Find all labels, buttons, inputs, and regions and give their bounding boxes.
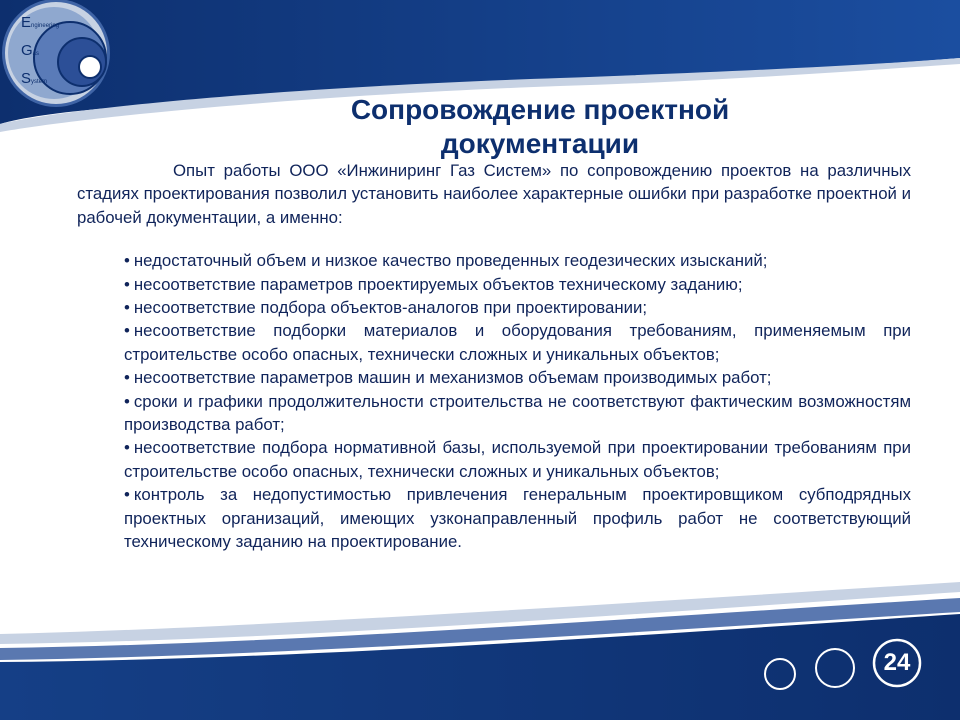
list-item	[124, 296, 911, 319]
bullet: •	[124, 251, 130, 271]
logo-word-system: ystem	[31, 79, 48, 85]
logo-word-engineering: ngineering	[31, 23, 60, 29]
list-item-text: контроль за недопустимостью привлечения генеральным проектировщиком субподрядных проектных организаций, имеющих узконаправленный профиль работ не соответствующий техническому заданию на проектирование.	[124, 485, 911, 552]
bullet: •	[124, 321, 130, 341]
logo-letter-e: E	[21, 14, 32, 31]
list-item	[124, 319, 911, 366]
logo-wordmark	[0, 0, 120, 110]
list-item-text: недостаточный объем и низкое качество проведенных геодезических изысканий;	[133, 251, 768, 271]
bullet: •	[124, 391, 130, 411]
list-item	[124, 273, 911, 296]
slide-title	[200, 93, 880, 161]
list-item-text: несоответствие подбора нормативной базы, используемой при проектировании требованиям при строительстве особо опасных, технически сложных и уникальных объектов;	[124, 438, 911, 481]
error-list	[124, 249, 911, 553]
page-number: 24	[883, 649, 911, 676]
list-item	[124, 436, 911, 483]
list-item-text: несоответствие подбора объектов-аналогов при проектировании;	[133, 298, 648, 318]
slide-body	[77, 159, 911, 554]
logo-row-engineering	[21, 14, 59, 31]
logo-word-gas: as	[32, 51, 40, 57]
list-item-text: несоответствие подборки материалов и оборудования требованиям, применяемым при строительстве особо опасных, технически сложных и уникальных объектов;	[124, 321, 911, 364]
bullet: •	[124, 485, 130, 505]
list-item-text: несоответствие параметров машин и механизмов объемам производимых работ;	[133, 368, 772, 388]
intro-paragraph: Опыт работы ООО «Инжиниринг Газ Систем» по сопровождению проектов на различных стадиях проектирования позволил установить наиболее характерные ошибки при разработке проектной и рабочей документации, а именно:	[77, 161, 911, 227]
logo-letter-g: G	[21, 42, 33, 59]
logo-letter-s: S	[21, 70, 32, 87]
bullet: •	[124, 298, 130, 318]
list-item-text: несоответствие параметров проектируемых объектов техническому заданию;	[133, 274, 743, 294]
list-item	[124, 249, 911, 272]
bullet: •	[124, 368, 130, 388]
logo-row-gas	[21, 42, 39, 59]
slide-title-line-1: Сопровождение проектной	[350, 94, 730, 125]
bullet: •	[124, 274, 130, 294]
slide-title-line-2: документации	[440, 128, 640, 159]
bullet: •	[124, 438, 130, 458]
logo-row-system	[21, 70, 47, 87]
list-item	[124, 390, 911, 437]
list-item-text: сроки и графики продолжительности строительства не соответствуют фактическим возможностям производства работ;	[124, 391, 911, 435]
list-item	[124, 366, 911, 389]
list-item	[124, 483, 911, 553]
